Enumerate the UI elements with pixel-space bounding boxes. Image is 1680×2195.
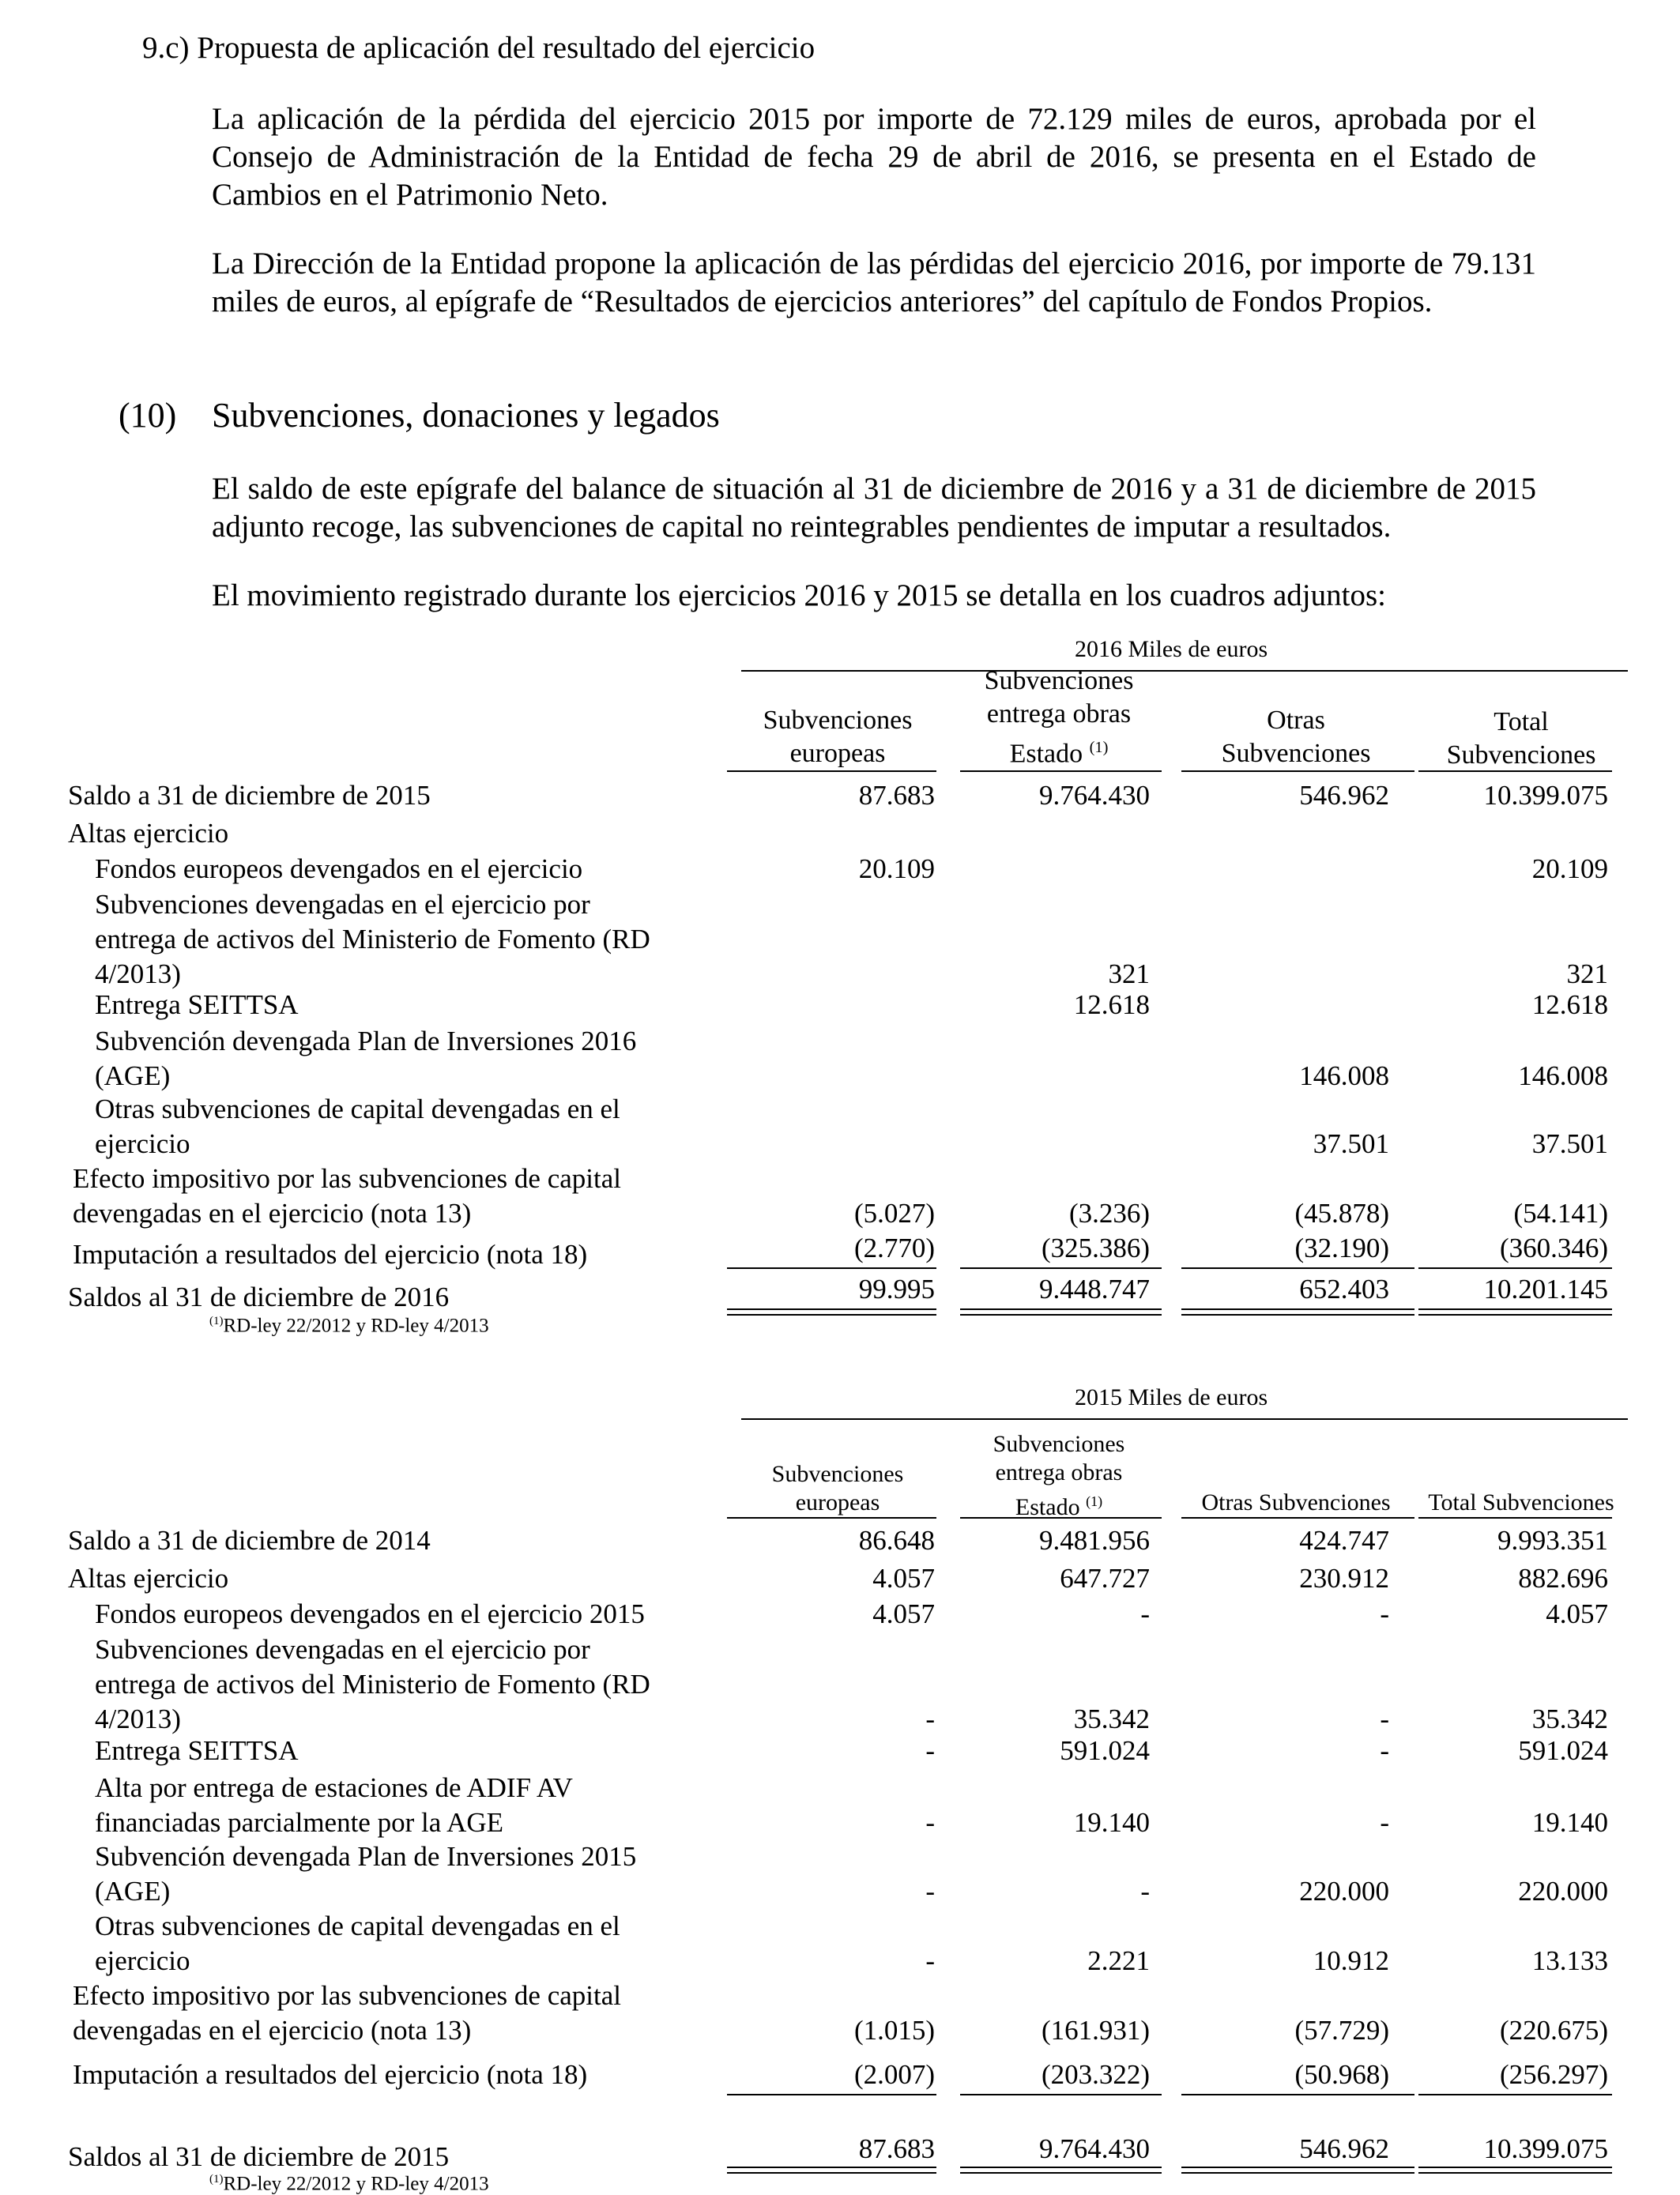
row-label: entrega de activos del Ministerio de Fomento (RD [95,924,650,954]
column-header-2 [944,1430,1173,1522]
total-double-rule [960,2167,1162,2174]
row-label: Saldos al 31 de diciembre de 2015 [68,2141,450,2172]
total-double-rule [1181,1308,1414,1316]
column-header-underline [727,1517,936,1519]
row-label: devengadas en el ejercicio (nota 13) [73,2015,472,2046]
row-label: entrega de activos del Ministerio de Fomento (RD [95,1669,650,1700]
subtotal-rule [960,1267,1162,1269]
row-label: Efecto impositivo por las subvenciones de capital [73,1980,621,2011]
cell-value: - [1140,1876,1150,1907]
cell-value: 99.995 [858,1274,935,1305]
section-10-paragraph-2: El movimiento registrado durante los ejercicios 2016 y 2015 se detalla en los cuadros adjuntos: [212,578,1386,612]
column-header-line: Subvenciones [1446,740,1596,770]
column-header-3 [1177,704,1414,770]
column-header-line: Total Subvenciones [1428,1489,1614,1515]
subtotal-rule [960,2094,1162,2095]
cell-value: - [1380,1598,1389,1629]
row-label: Altas ejercicio [68,818,229,849]
column-header-underline [1418,1517,1612,1519]
cell-value: (32.190) [1294,1233,1389,1263]
total-double-rule [1418,1308,1612,1316]
row-label: Otras subvenciones de capital devengadas en el [95,1094,620,1124]
cell-value: (2.770) [853,1233,935,1263]
row-label: Alta por entrega de estaciones de ADIF AV [95,1772,573,1803]
cell-value: 230.912 [1299,1563,1389,1594]
column-header-line: Estado $^{(1)}$ [1009,739,1109,769]
cell-value: 19.140 [1073,1807,1150,1838]
subtotal-rule [1181,2094,1414,2095]
row-label: Fondos europeos devengados en el ejercicio 2015 [95,1598,645,1629]
cell-value: 10.399.075 [1483,780,1608,811]
column-header-1 [727,1460,948,1517]
cell-value: 19.140 [1531,1807,1608,1838]
cell-value: 10.912 [1313,1945,1389,1976]
row-label: Entrega SEITTSA [95,1735,299,1766]
section-9c-paragraph-1: La aplicación de la pérdida del ejercicio 2015 por importe de 72.129 miles de euros, aprobada por el Consejo de Administración de la Entidad de fecha 29 de abril de 2016, se presenta en el Estado de Cambios en el Patrimonio Neto. [212,102,1536,212]
subtotal-rule [1418,1267,1612,1269]
section-10-number: (10) [119,396,177,435]
table-caption: 2015 Miles de euros [1075,1384,1268,1410]
cell-value: (5.027) [853,1198,935,1229]
cell-value: - [1140,1598,1150,1629]
column-header-line: Subvenciones [993,1431,1125,1457]
cell-value: 4.057 [872,1563,935,1594]
table-footnote [209,1315,489,1337]
total-double-rule [1418,2167,1612,2174]
cell-value: - [925,1945,935,1976]
footnote-mark: (1) [209,1315,224,1327]
section-9c-heading: 9.c) Propuesta de aplicación del resultado del ejercicio [142,31,816,65]
subtotal-rule [727,2094,936,2095]
cell-value: (203.322) [1041,2059,1150,2090]
cell-value: 37.501 [1531,1128,1608,1159]
cell-value: 20.109 [858,853,935,884]
row-label: financiadas parcialmente por la AGE [95,1807,504,1838]
total-double-rule [727,1308,936,1316]
total-double-rule [960,1308,1162,1316]
footnote-text: RD-ley 22/2012 y RD-ley 4/2013 [223,2173,489,2195]
row-label: 4/2013) [95,958,181,989]
cell-value: 4.057 [872,1598,935,1629]
footnote-text: RD-ley 22/2012 y RD-ley 4/2013 [223,1315,489,1337]
table-top-rule [741,670,1628,672]
column-header-4 [1414,1489,1628,1517]
row-label: Altas ejercicio [68,1563,229,1594]
cell-value: (1.015) [853,2015,935,2046]
row-label: Otras subvenciones de capital devengadas en el [95,1911,620,1941]
cell-value: - [925,1876,935,1907]
cell-value: (50.968) [1294,2059,1389,2090]
row-label: devengadas en el ejercicio (nota 13) [73,1198,472,1229]
cell-value: 9.764.430 [1039,2133,1150,2164]
cell-value: (256.297) [1499,2059,1608,2090]
column-header-line: Subvenciones [771,1461,904,1487]
row-label: Efecto impositivo por las subvenciones de capital [73,1163,621,1194]
cell-value: 87.683 [858,780,935,811]
cell-value: (325.386) [1041,1233,1150,1263]
row-label: Saldo a 31 de diciembre de 2014 [68,1525,431,1556]
footnote-ref-1: (1) [1086,1493,1103,1509]
cell-value: 35.342 [1073,1704,1150,1734]
column-header-line: entrega obras [986,699,1132,729]
section-10-paragraph-1: El saldo de este epígrafe del balance de situación al 31 de diciembre de 2016 y a 31 de diciembre de 2015 adjunto recoge, las subvenciones de capital no reintegrables pendientes de imputar a resultados. [212,472,1536,544]
row-label: ejercicio [95,1128,190,1159]
cell-value: (57.729) [1294,2015,1389,2046]
cell-value: 220.000 [1518,1876,1608,1907]
column-header-3 [1177,1489,1414,1517]
column-header-line: europeas [795,1489,880,1515]
row-label: Fondos europeos devengados en el ejercicio [95,853,583,884]
footnote-ref-1: (1) [1089,739,1109,756]
cell-value: 321 [1108,958,1150,989]
table-top-rule [741,1418,1628,1420]
column-header-underline [1181,770,1414,772]
table-footnote [209,2173,489,2195]
column-header-line: entrega obras [995,1459,1123,1485]
row-label: Subvención devengada Plan de Inversiones 2015 [95,1841,637,1872]
cell-value: 20.109 [1531,853,1608,884]
cell-value: 4.057 [1546,1598,1608,1629]
row-label: (AGE) [95,1876,171,1907]
cell-value: 591.024 [1518,1735,1608,1766]
column-header-1 [727,704,948,770]
row-label: Imputación a resultados del ejercicio (nota 18) [73,1239,588,1270]
cell-value: (161.931) [1041,2015,1150,2046]
cell-value: - [925,1704,935,1734]
subtotal-rule [1418,2094,1612,2095]
subtotal-rule [727,1267,936,1269]
cell-value: - [1380,1704,1389,1734]
cell-value: 9.764.430 [1039,780,1150,811]
column-header-line: Otras [1267,706,1325,735]
column-header-line: Subvenciones [1221,739,1371,768]
cell-value: 35.342 [1531,1704,1608,1734]
column-header-underline [1418,770,1612,772]
cell-value: (2.007) [853,2059,935,2090]
cell-value: 13.133 [1531,1945,1608,1976]
column-header-2 [944,665,1173,770]
row-label: ejercicio [95,1945,190,1976]
row-label: Subvenciones devengadas en el ejercicio por [95,889,590,920]
column-header-line: Subvenciones [984,666,1134,695]
row-label: Imputación a resultados del ejercicio (nota 18) [73,2059,588,2090]
column-header-line: Subvenciones [763,706,913,735]
cell-value: 10.399.075 [1483,2133,1608,2164]
cell-value: 9.993.351 [1497,1525,1608,1556]
cell-value: 591.024 [1060,1735,1150,1766]
column-header-line: europeas [789,739,886,768]
footnote-mark: (1) [209,2173,224,2186]
cell-value: - [925,1735,935,1766]
section-9c-paragraph-2: La Dirección de la Entidad propone la aplicación de las pérdidas del ejercicio 2016, por importe de 79.131 miles de euros, al epígrafe de “Resultados de ejercicios anteriores” del capítulo de Fondos Propios. [212,247,1536,318]
cell-value: 424.747 [1299,1525,1389,1556]
cell-value: 10.201.145 [1483,1274,1608,1305]
cell-value: - [1380,1735,1389,1766]
cell-value: 146.008 [1299,1060,1389,1091]
cell-value: 321 [1566,958,1608,989]
total-double-rule [1181,2167,1414,2174]
cell-value: 146.008 [1518,1060,1608,1091]
cell-value: 2.221 [1087,1945,1150,1976]
column-header-underline [960,1517,1162,1519]
row-label: (AGE) [95,1060,171,1091]
cell-value: 647.727 [1060,1563,1150,1594]
cell-value: 652.403 [1299,1274,1389,1305]
table-caption: 2016 Miles de euros [1075,636,1268,662]
row-label: Saldos al 31 de diciembre de 2016 [68,1282,450,1312]
cell-value: 37.501 [1313,1128,1389,1159]
cell-value: (45.878) [1294,1198,1389,1229]
column-header-line: Estado $^{(1)}$ [1015,1493,1103,1520]
cell-value: 12.618 [1531,989,1608,1020]
cell-value: - [1380,1807,1389,1838]
cell-value: 220.000 [1299,1876,1389,1907]
column-header-line: Total [1494,707,1549,736]
row-label: 4/2013) [95,1704,181,1734]
cell-value: 9.481.956 [1039,1525,1150,1556]
cell-value: 86.648 [858,1525,935,1556]
cell-value: - [925,1807,935,1838]
row-label: Subvención devengada Plan de Inversiones 2016 [95,1026,637,1056]
cell-value: 87.683 [858,2133,935,2164]
cell-value: (3.236) [1068,1198,1150,1229]
subtotal-rule [1181,1267,1414,1269]
row-label: Entrega SEITTSA [95,989,299,1020]
column-header-underline [727,770,936,772]
total-double-rule [727,2167,936,2174]
column-header-underline [960,770,1162,772]
cell-value: (220.675) [1499,2015,1608,2046]
column-header-4 [1414,706,1628,772]
cell-value: 546.962 [1299,780,1389,811]
cell-value: 546.962 [1299,2133,1389,2164]
cell-value: 9.448.747 [1039,1274,1150,1305]
section-10-title: Subvenciones, donaciones y legados [212,396,720,435]
cell-value: 12.618 [1073,989,1150,1020]
column-header-underline [1181,1517,1414,1519]
row-label: Subvenciones devengadas en el ejercicio por [95,1634,590,1665]
column-header-line: Otras Subvenciones [1201,1489,1391,1515]
cell-value: (360.346) [1499,1233,1608,1263]
cell-value: (54.141) [1513,1198,1608,1229]
row-label: Saldo a 31 de diciembre de 2015 [68,780,431,811]
cell-value: 882.696 [1518,1563,1608,1594]
